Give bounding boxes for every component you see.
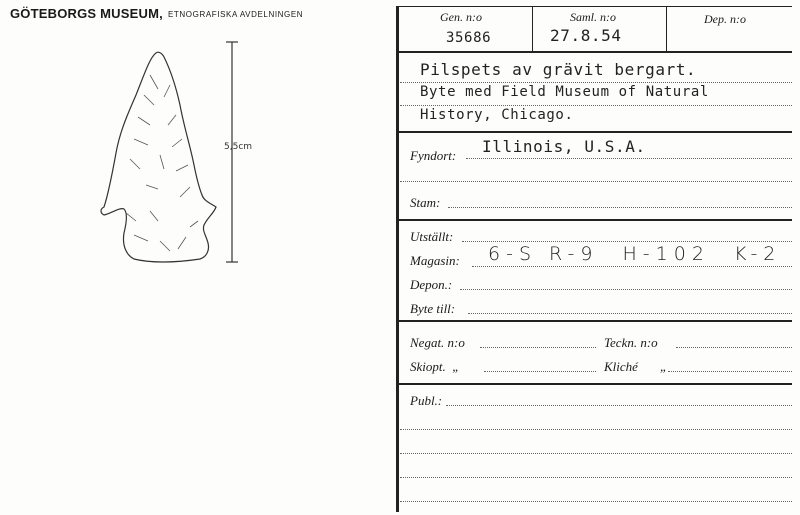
provenance-border [396,219,792,221]
stam-label: Stam: [410,195,441,210]
negat-label: Negat. n:o [410,335,465,350]
department-name: ETNOGRAFISKA AVDELNINGEN [168,10,304,19]
magasin-value: 6-S R-9 H-102 K-2 [488,243,782,265]
depon-label: Depon.: [410,277,453,292]
card-top-border [396,6,792,7]
arrowhead-drawing [90,35,280,275]
column-divider-1 [532,6,533,52]
measurement-label: 5,5cm [224,142,253,152]
fyndort-label: Fyndort: [410,148,457,163]
storage-border [396,320,792,322]
header-row-border [396,51,792,53]
kliche-label: Kliché [604,359,638,374]
flake-scars [126,75,198,251]
utstallt-label: Utställt: [410,229,454,244]
teckn-label: Teckn. n:o [604,335,658,350]
magasin-label: Magasin: [410,253,460,268]
kliche-mark: „ [660,359,668,374]
saml-nr-value: 27.8.54 [550,26,622,45]
museum-name: GÖTEBORGS MUSEUM, [10,6,163,21]
description-border [396,131,792,133]
saml-nr-label: Saml. n:o [570,10,616,24]
description-line-2: Byte med Field Museum of Natural [420,84,709,100]
publ-label: Publ.: [410,393,443,408]
description-line-3: History, Chicago. [420,107,574,123]
arrowhead-outline [101,52,216,262]
byte-till-label: Byte till: [410,301,456,316]
dep-nr-label: Dep. n:o [704,12,746,26]
card-left-border [396,6,399,512]
gen-nr-value: 35686 [446,30,492,46]
fyndort-value: Illinois, U.S.A. [482,137,646,156]
gen-nr-label: Gen. n:o [440,10,482,24]
description-line-1: Pilspets av grävit bergart. [420,60,697,79]
column-divider-2 [666,6,667,52]
images-border [396,383,792,385]
skiopt-label: Skiopt. „ [410,359,460,374]
